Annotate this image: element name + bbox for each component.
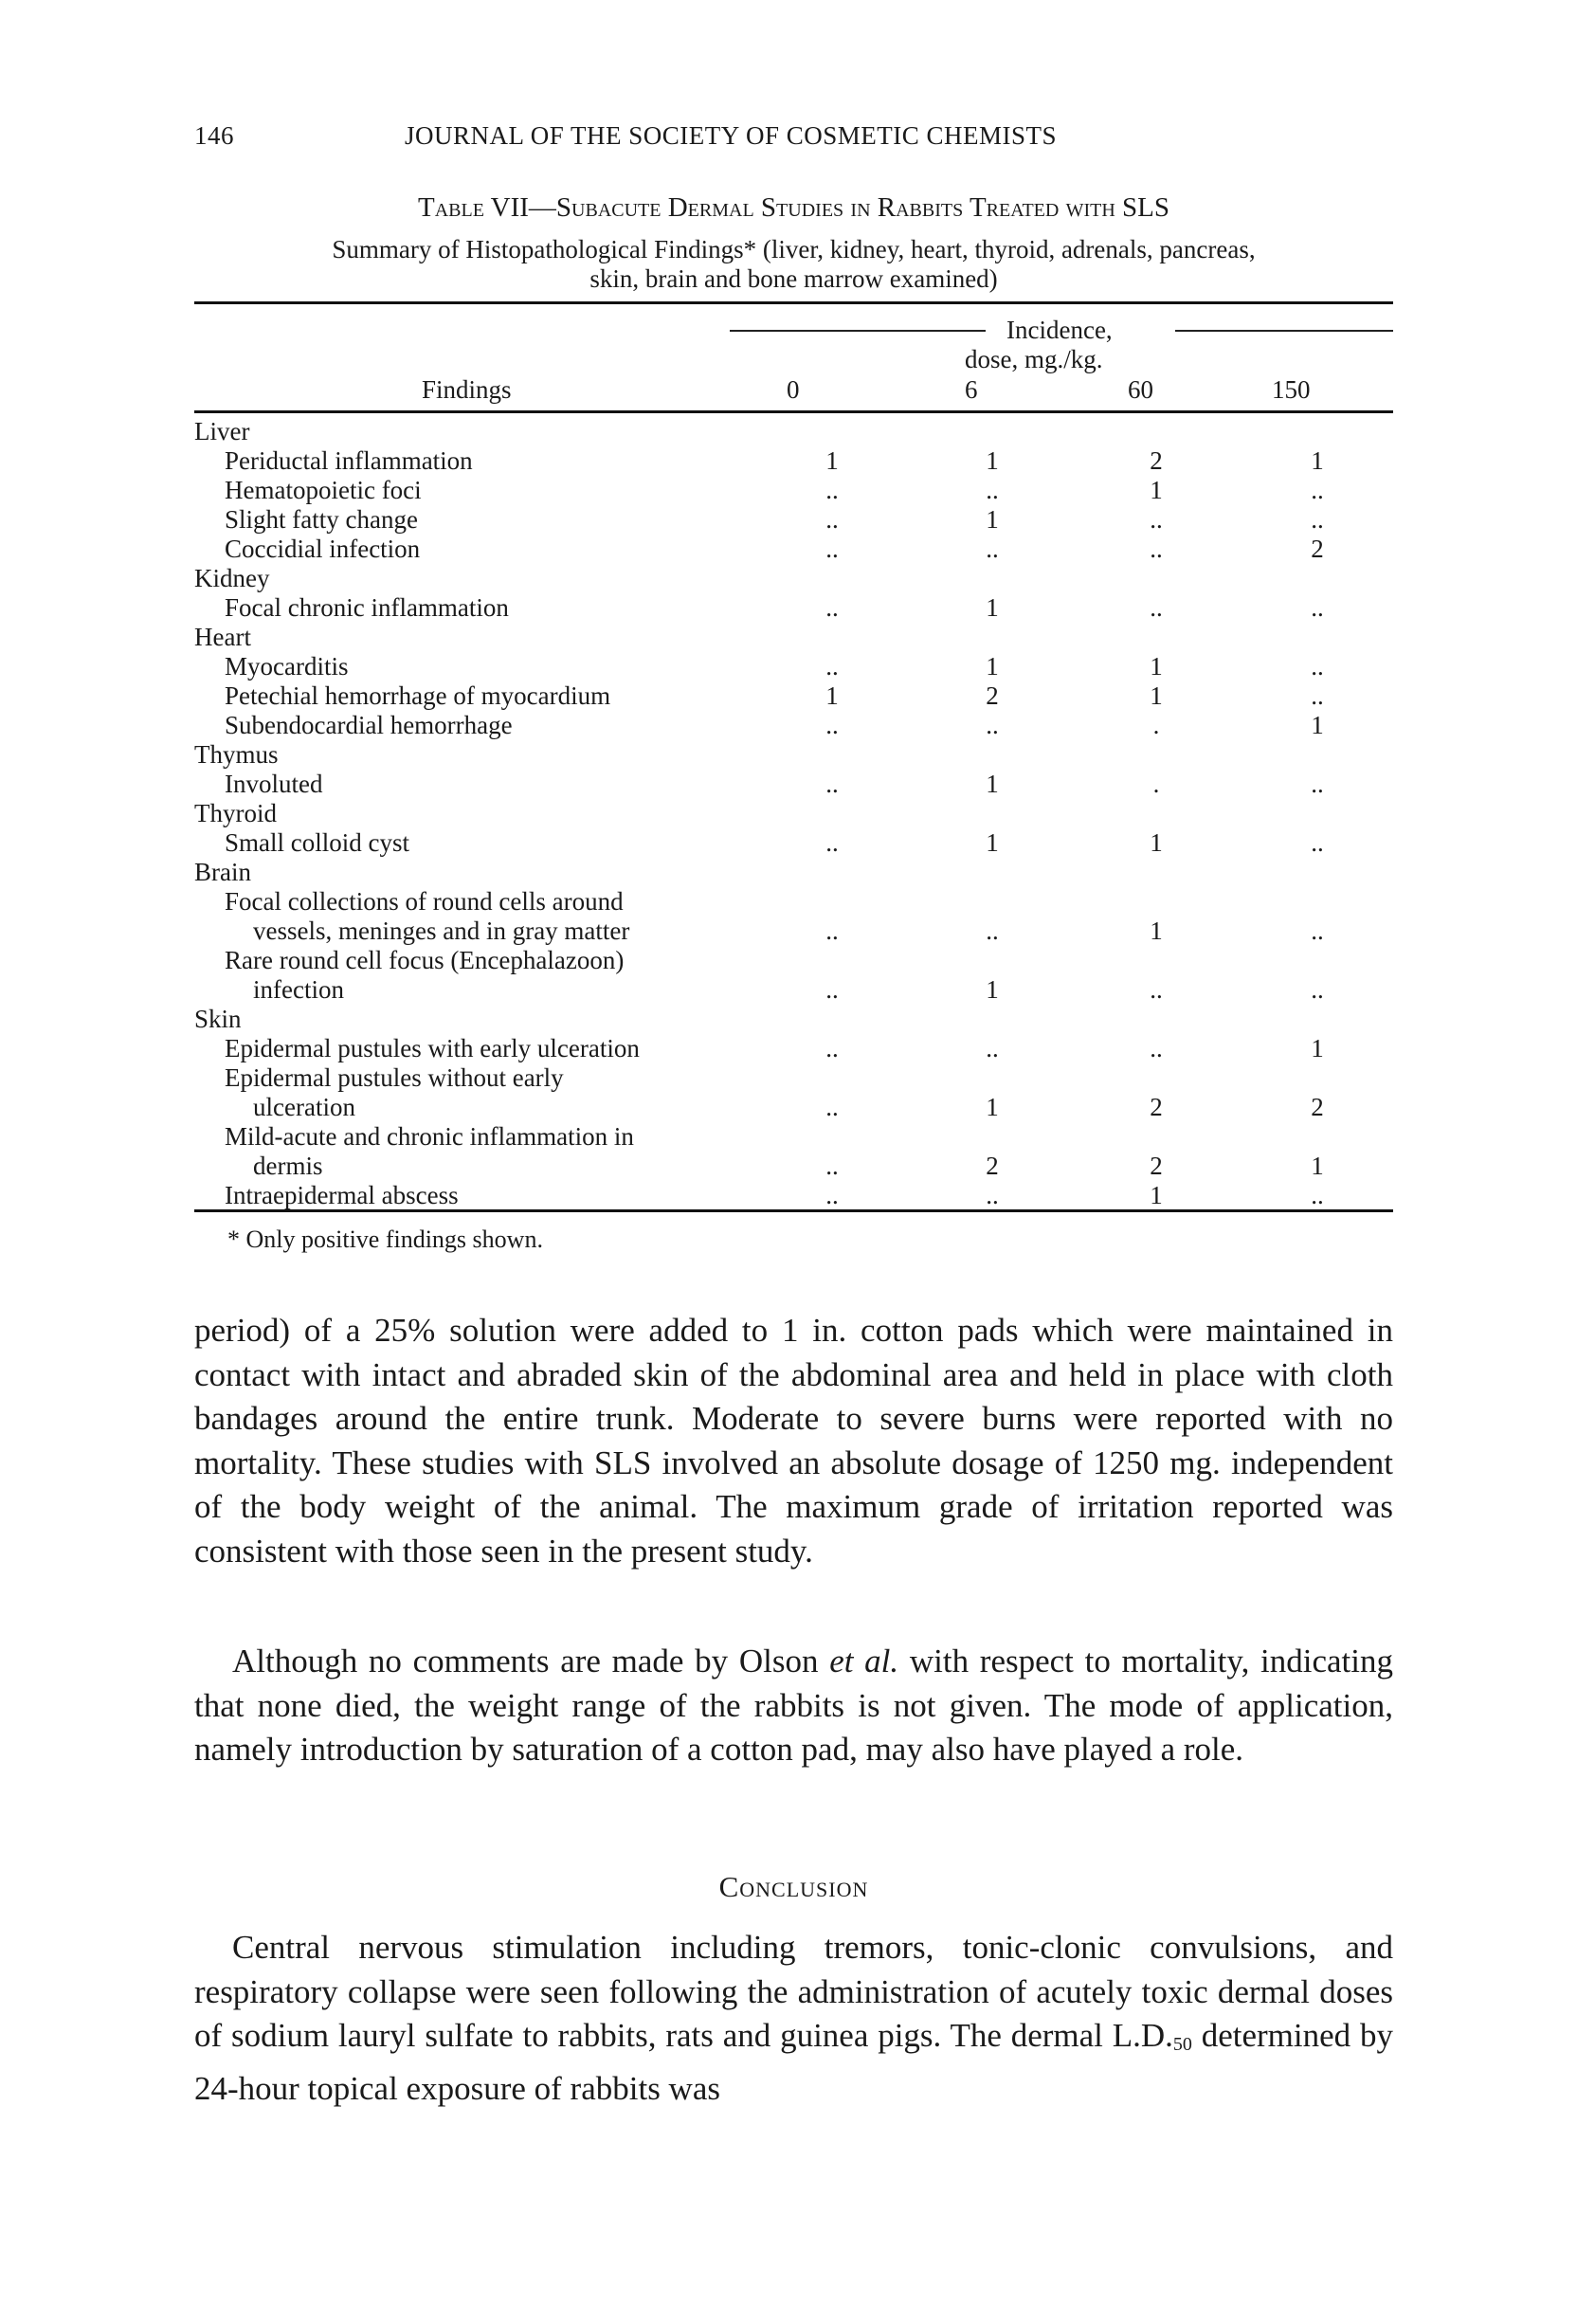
incidence-cell: .. [1311, 476, 1324, 504]
table-row [194, 887, 1393, 917]
incidence-cell: .. [1311, 505, 1324, 534]
incidence-cell: .. [825, 1034, 839, 1062]
incidence-cell: 1 [986, 770, 999, 798]
finding-label: Coccidial infection [225, 535, 421, 563]
incidence-cell: 2 [1150, 446, 1163, 475]
incidence-cell: .. [825, 1181, 839, 1209]
incidence-cell: .. [986, 711, 999, 739]
finding-label: Focal collections of round cells around [225, 887, 624, 916]
table-row [194, 505, 1393, 535]
organ-label: Brain [194, 858, 251, 886]
incidence-cell: 2 [986, 1152, 999, 1180]
table-row [194, 681, 1393, 711]
incidence-cell: 2 [986, 681, 999, 710]
table-row [194, 828, 1393, 858]
table-row [194, 711, 1393, 740]
incidence-cell: 2 [1150, 1152, 1163, 1180]
table-group-row [194, 799, 1393, 828]
incidence-cell: 1 [1150, 476, 1163, 504]
incidence-cell: .. [825, 828, 839, 857]
table-group-row [194, 858, 1393, 887]
incidence-header: Incidence, [1006, 316, 1113, 344]
organ-label: Thymus [194, 740, 279, 769]
incidence-cell: 1 [1150, 828, 1163, 857]
incidence-cell: 2 [1311, 535, 1324, 563]
paragraph-3-text-a: Central nervous stimulation including tremors, tonic-clonic convulsions, and respiratory collapse were seen following the administration of acutely toxic dermal doses of sodium lauryl sulfate to rabbits, rats and guinea pigs. The dermal L.D. [194, 1929, 1393, 2054]
table-top-rule [194, 301, 1393, 304]
finding-label: Mild-acute and chronic inflammation in [225, 1122, 634, 1151]
organ-label: Heart [194, 623, 251, 651]
table-row [194, 593, 1393, 623]
table-row [194, 1063, 1393, 1093]
table-row [194, 1181, 1393, 1210]
incidence-cell: .. [986, 1034, 999, 1062]
incidence-cell: .. [825, 652, 839, 681]
incidence-cell: 2 [1311, 1093, 1324, 1121]
incidence-cell: 1 [1311, 446, 1324, 475]
table-group-row [194, 740, 1393, 770]
section-heading-conclusion: Conclusion [718, 1870, 869, 1903]
incidence-cell: .. [1150, 975, 1163, 1004]
table-group-row [194, 564, 1393, 593]
finding-label: Focal chronic inflammation [225, 593, 509, 622]
incidence-cell: . [1152, 770, 1160, 798]
table-row [194, 917, 1393, 946]
dose-col-6: 6 [965, 375, 978, 404]
table-row [194, 446, 1393, 476]
incidence-cell: .. [1150, 593, 1163, 622]
incidence-cell: 1 [1311, 1034, 1324, 1062]
table-group-row [194, 417, 1393, 446]
organ-label: Kidney [194, 564, 270, 592]
table-row [194, 1093, 1393, 1122]
incidence-cell: .. [986, 535, 999, 563]
incidence-cell: .. [1150, 505, 1163, 534]
finding-label: vessels, meninges and in gray matter [253, 917, 630, 945]
incidence-cell: 1 [986, 652, 999, 681]
incidence-cell: 1 [986, 505, 999, 534]
organ-label: Liver [194, 417, 250, 445]
journal-title: JOURNAL OF THE SOCIETY OF COSMETIC CHEMISTS [405, 121, 1058, 150]
incidence-cell: 2 [1150, 1093, 1163, 1121]
incidence-cell: .. [825, 917, 839, 945]
incidence-cell: .. [1311, 975, 1324, 1004]
incidence-cell: .. [1311, 917, 1324, 945]
table-header-rule [194, 410, 1393, 413]
incidence-cell: .. [1311, 593, 1324, 622]
incidence-cell: 1 [986, 593, 999, 622]
dose-col-0: 0 [787, 375, 800, 404]
incidence-cell: .. [1311, 681, 1324, 710]
finding-label: Rare round cell focus (Encephalazoon) [225, 946, 625, 974]
incidence-cell: 1 [825, 446, 839, 475]
finding-label: ulceration [253, 1093, 355, 1121]
paragraph-3-text-b: determined by 24-hour topical exposure of rabbits was [194, 2017, 1393, 2107]
incidence-cell: 1 [1150, 652, 1163, 681]
finding-label: Periductal inflammation [225, 446, 473, 475]
header-brace-left [730, 330, 986, 332]
incidence-cell: .. [1150, 535, 1163, 563]
findings-header: Findings [422, 375, 512, 404]
incidence-cell: 1 [1150, 1181, 1163, 1209]
table-subtitle-line1: Summary of Histopathological Findings* (liver, kidney, heart, thyroid, adrenals, pancreas, [332, 235, 1256, 263]
table-footnote: * Only positive findings shown. [227, 1226, 543, 1253]
incidence-cell: 1 [1150, 681, 1163, 710]
paragraph-1: period) of a 25% solution were added to 1 in. cotton pads which were maintained in contact with intact and abraded skin of the abdominal area and held in place with cloth bandages around the entire trunk. Moderate to severe burns were reported with no mortality. These studies with SLS involved an absolute dosage of 1250 mg. independent of the body weight of the animal. The maximum grade of irritation reported was consistent with those seen in the present study. [194, 1312, 1393, 1570]
incidence-cell: .. [825, 975, 839, 1004]
finding-label: Epidermal pustules with early ulceration [225, 1034, 640, 1062]
paragraph-2-citation: et al. [829, 1643, 899, 1679]
table-row [194, 1034, 1393, 1063]
incidence-cell: .. [825, 770, 839, 798]
incidence-cell: 1 [986, 446, 999, 475]
incidence-cell: .. [825, 1152, 839, 1180]
incidence-cell: .. [986, 1181, 999, 1209]
incidence-cell: .. [825, 476, 839, 504]
finding-label: Slight fatty change [225, 505, 418, 534]
dose-unit-header: dose, mg./kg. [965, 345, 1103, 373]
incidence-cell: 1 [986, 1093, 999, 1121]
finding-label: Involuted [225, 770, 323, 798]
incidence-cell: . [1152, 711, 1160, 739]
incidence-cell: 1 [986, 828, 999, 857]
table-subtitle-line2: skin, brain and bone marrow examined) [589, 264, 998, 293]
table-bottom-rule [194, 1209, 1393, 1212]
finding-label: Subendocardial hemorrhage [225, 711, 513, 739]
incidence-cell: .. [1311, 828, 1324, 857]
finding-label: dermis [253, 1152, 323, 1180]
finding-label: Myocarditis [225, 652, 349, 681]
finding-label: Small colloid cyst [225, 828, 409, 857]
table-title: Table VII—Subacute Dermal Studies in Rabbits Treated with SLS [418, 192, 1169, 223]
incidence-cell: .. [825, 505, 839, 534]
incidence-cell: .. [1311, 1181, 1324, 1209]
incidence-cell: .. [825, 711, 839, 739]
finding-label: infection [253, 975, 344, 1004]
finding-label: Intraepidermal abscess [225, 1181, 459, 1209]
incidence-cell: 1 [1150, 917, 1163, 945]
header-brace-right [1175, 330, 1393, 332]
dose-col-150: 150 [1272, 375, 1311, 404]
incidence-cell: 1 [1311, 1152, 1324, 1180]
table-row [194, 946, 1393, 975]
incidence-cell: .. [825, 1093, 839, 1121]
incidence-cell: .. [1311, 652, 1324, 681]
paragraph-3 [194, 1926, 1393, 2111]
finding-label: Hematopoietic foci [225, 476, 422, 504]
dose-col-60: 60 [1128, 375, 1153, 404]
table-body [194, 417, 1393, 1210]
paragraph-2 [194, 1640, 1393, 1772]
incidence-cell: 1 [1311, 711, 1324, 739]
incidence-cell: .. [986, 476, 999, 504]
table-row [194, 476, 1393, 505]
organ-label: Skin [194, 1005, 242, 1033]
paragraph-2-text-b: with respect to mortality, indicating that none died, the weight range of the rabbits is not given. The mode of application, namely introduction by saturation of a cotton pad, may also have played a role. [194, 1643, 1394, 1768]
table-row [194, 975, 1393, 1005]
incidence-cell: .. [825, 593, 839, 622]
table-row [194, 535, 1393, 564]
incidence-cell: .. [825, 535, 839, 563]
finding-label: Petechial hemorrhage of myocardium [225, 681, 611, 710]
incidence-cell: 1 [986, 975, 999, 1004]
table-row [194, 1122, 1393, 1152]
table-row [194, 652, 1393, 681]
table-group-row [194, 623, 1393, 652]
incidence-cell: 1 [825, 681, 839, 710]
paragraph-2-text-a: Although no comments are made by Olson [232, 1643, 830, 1679]
organ-label: Thyroid [194, 799, 277, 827]
incidence-cell: .. [986, 917, 999, 945]
table-subtitle [194, 235, 1393, 294]
table-group-row [194, 1005, 1393, 1034]
finding-label: Epidermal pustules without early [225, 1063, 564, 1092]
incidence-cell: .. [1311, 770, 1324, 798]
ld50-subscript: 50 [1172, 2034, 1192, 2055]
table-row [194, 1152, 1393, 1181]
page-number: 146 [194, 121, 234, 150]
incidence-cell: .. [1150, 1034, 1163, 1062]
table-row [194, 770, 1393, 799]
